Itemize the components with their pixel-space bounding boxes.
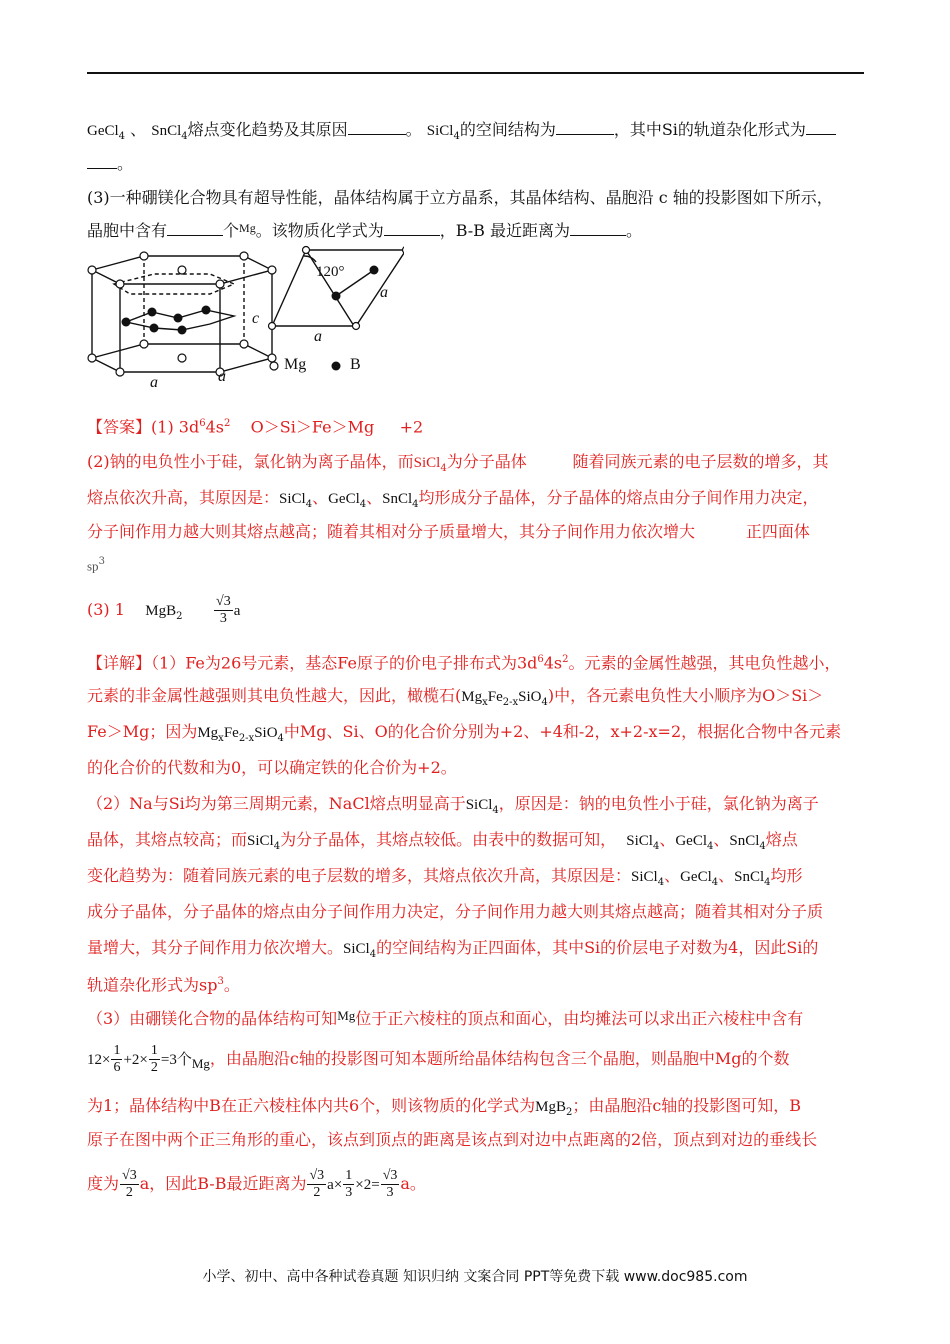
sicl4-formula: SiCl xyxy=(626,833,653,849)
answer-line5 xyxy=(87,550,867,578)
detail-line5 xyxy=(87,792,867,823)
answer-line3 xyxy=(87,486,867,517)
denominator: 3 xyxy=(345,1185,353,1200)
answer-text: (3) 1 xyxy=(87,600,125,619)
detail-text: 位于正六棱柱的顶点和面心，由均摊法可以求出正六棱柱中含有 xyxy=(355,1009,804,1028)
subscript: x xyxy=(482,697,488,709)
answer-text: (2)钠的电负性小于硅，氯化钠为离子晶体，而 xyxy=(87,452,414,471)
fraction xyxy=(120,1168,139,1201)
subscript: 4 xyxy=(118,131,126,143)
subscript: 4 xyxy=(273,841,281,853)
subscript: 4 xyxy=(657,877,665,889)
detail-tag: 【详解】 xyxy=(87,653,152,673)
denominator: 3 xyxy=(219,611,227,626)
answer-text: +2 xyxy=(399,417,424,437)
legend-b: B xyxy=(350,356,361,373)
detail-text: 度为 xyxy=(87,1174,120,1193)
detail-text: ，原因是：钠的电负性小于硅，氯化钠为离子 xyxy=(498,794,819,813)
detail-text: 4s xyxy=(543,653,563,673)
superscript: 6 xyxy=(537,654,544,665)
a-symbol: a xyxy=(233,603,241,619)
detail-text: 。元素的金属性越强，其电负性越小， xyxy=(568,653,841,673)
detail-line13 xyxy=(87,1094,867,1125)
answer-line2 xyxy=(87,450,867,481)
answer-blank[interactable] xyxy=(87,152,117,169)
header-rule xyxy=(87,72,864,74)
detail-line3 xyxy=(87,720,867,751)
axis-a-label: a xyxy=(150,374,158,391)
fraction xyxy=(149,1043,160,1076)
fraction xyxy=(381,1168,400,1201)
detail-text: ；由晶胞沿c轴的投影图可知，B xyxy=(572,1096,802,1115)
math-text: 12× xyxy=(87,1052,111,1068)
gecl4-formula: GeCl xyxy=(328,491,360,507)
subscript: 4 xyxy=(359,499,367,511)
math-text: =3个 xyxy=(160,1052,192,1068)
superscript: 3 xyxy=(217,976,224,987)
answer-text: 为分子晶体 xyxy=(446,452,527,471)
formula-part: Fe xyxy=(487,689,503,705)
separator: 、 xyxy=(130,120,147,139)
subscript: 4 xyxy=(759,841,766,853)
math-text: a× xyxy=(327,1177,343,1193)
detail-text: 均形 xyxy=(770,866,803,885)
answer-blank[interactable] xyxy=(384,219,440,236)
subscript: 4 xyxy=(764,877,771,889)
answer-blank[interactable] xyxy=(348,118,406,135)
detail-text: )中，各元素电负性大小顺序为O＞Si＞ xyxy=(547,686,824,705)
numerator: √3 xyxy=(216,594,231,609)
subscript: 4 xyxy=(541,697,548,709)
q3-text: 个 xyxy=(223,221,240,240)
detail-text: 晶体，其熔点较高；而 xyxy=(87,830,248,849)
detail-text: （3）由硼镁化合物的晶体结构可知 xyxy=(87,1009,338,1028)
answer-line4 xyxy=(87,520,867,544)
detail-text: 。 xyxy=(223,975,240,995)
answer-line1 xyxy=(87,412,867,439)
subscript: 4 xyxy=(440,463,447,475)
numerator: 1 xyxy=(113,1043,121,1058)
formula-part: SiO xyxy=(254,725,278,741)
detail-line10 xyxy=(87,970,867,997)
numerator: 1 xyxy=(345,1168,353,1183)
detail-line2 xyxy=(87,684,867,715)
superscript: 6 xyxy=(199,418,206,429)
projection-a-label: a xyxy=(314,328,322,345)
answer-blank[interactable] xyxy=(556,118,614,135)
fraction xyxy=(307,1168,326,1201)
sicl4-formula: SiCl xyxy=(413,455,441,471)
denominator: 2 xyxy=(150,1060,158,1075)
crystal-diagram xyxy=(84,240,404,394)
subscript: 4 xyxy=(305,499,313,511)
numerator: 1 xyxy=(150,1043,158,1058)
detail-line15 xyxy=(87,1164,867,1205)
formula-part: SiO xyxy=(518,689,542,705)
answer-text: O＞Si＞Fe＞Mg xyxy=(250,417,375,437)
subscript: 4 xyxy=(652,841,660,853)
subscript: 4 xyxy=(412,499,419,511)
detail-line14: 原子在图中两个正三角形的重心，该点到顶点的距离是该点到对边中点距离的2倍，顶点到对边的垂线长 xyxy=(87,1130,818,1149)
superscript: 2 xyxy=(562,654,569,665)
axis-a-label: a xyxy=(218,368,226,385)
detail-line12 xyxy=(87,1040,867,1083)
q3-text: 。 xyxy=(626,221,643,240)
detail-text: Fe＞Mg；因为 xyxy=(87,722,198,741)
subscript: 4 xyxy=(707,841,714,853)
detail-text: a。 xyxy=(400,1174,426,1193)
sicl4-formula: SiCl xyxy=(631,869,658,885)
answer-text: 熔点依次升高，其原因是： xyxy=(87,488,280,507)
detail-line1 xyxy=(87,648,867,675)
subscript: 4 xyxy=(277,733,284,745)
gecl4-formula: GeCl xyxy=(680,869,712,885)
detail-text: 为分子晶体，其熔点较低。由表中的数据可知， xyxy=(280,830,617,849)
detail-text: 中Mg、Si、O的化合价分别为+2、+4和-2，x+2-x=2，根据化合物中各元素 xyxy=(283,722,842,741)
sncl4-formula: SnCl xyxy=(729,833,760,849)
denominator: 2 xyxy=(125,1185,133,1200)
q2-line1 xyxy=(87,118,867,149)
detail-line8: 成分子晶体，分子晶体的熔点由分子间作用力决定，分子间作用力越大则其熔点越高；随着其相对分子质 xyxy=(87,902,824,921)
math-text: +2× xyxy=(123,1052,148,1068)
detail-text: a，因此B-B最近距离为 xyxy=(139,1174,307,1193)
mgb2-formula: MgB xyxy=(535,1099,566,1115)
answer-text: 分子间作用力越大则其熔点越高；随着其相对分子质量增大，其分子间作用力依次增大 xyxy=(87,522,696,541)
subscript: 4 xyxy=(711,877,719,889)
formula-part: Mg xyxy=(461,689,483,705)
separator: 、 xyxy=(366,488,383,507)
q2-text: 。 xyxy=(117,154,134,173)
detail-text: 量增大，其分子间作用力依次增大。 xyxy=(87,938,344,957)
subscript: 2-x xyxy=(502,697,519,709)
detail-text: （2）Na与Si均为第三周期元素，NaCl熔点明显高于 xyxy=(87,794,466,813)
numerator: √3 xyxy=(382,1168,398,1183)
subscript: 4 xyxy=(181,131,188,143)
answer-blank[interactable] xyxy=(806,118,836,135)
mg-symbol: Mg xyxy=(191,1056,210,1071)
q3-text: ，B-B 最近距离为 xyxy=(439,221,571,240)
q2-line2 xyxy=(87,152,867,176)
subscript: x xyxy=(218,733,224,745)
superscript: 2 xyxy=(223,418,231,429)
gecl4-formula: GeCl xyxy=(87,123,119,139)
axis-c-label: c xyxy=(252,310,260,327)
answer-text: 正四面体 xyxy=(745,522,810,541)
answer-line6 xyxy=(87,592,867,635)
answer-tag: 【答案】 xyxy=(87,417,152,437)
denominator: 2 xyxy=(313,1185,321,1200)
q3-line1: (3)一种硼镁化合物具有超导性能，晶体结构属于立方晶系，其晶体结构、晶胞沿 c 轴的投影图如下所示， xyxy=(87,188,833,207)
fraction xyxy=(343,1168,354,1201)
detail-text: 的空间结构为正四面体，其中Si的价层电子对数为4，因此Si的 xyxy=(376,938,819,957)
sicl4-formula: SiCl xyxy=(343,941,370,957)
answer-text: 均形成分子晶体，分子晶体的熔点由分子间作用力决定， xyxy=(418,488,819,507)
detail-text: 轨道杂化形式为sp xyxy=(87,975,218,995)
detail-line6: 晶体，其熔点较高；而SiCl$_4$为分子晶体，其熔点较低。由表中的数据可知， SiCl$_4$、GeCl$_4$、SnCl$_4$熔点 xyxy=(87,830,798,853)
superscript: 3 xyxy=(98,556,105,567)
fraction xyxy=(214,594,233,627)
math-text: ×2= xyxy=(355,1177,380,1193)
subscript: 4 xyxy=(492,805,499,817)
detail-line11 xyxy=(87,1004,867,1031)
detail-line4: 的化合价的代数和为0，可以确定铁的化合价为+2。 xyxy=(87,758,457,777)
answer-text: 随着同族元素的电子层数的增多，其 xyxy=(572,452,829,471)
sncl4-formula: SnCl xyxy=(382,491,413,507)
q3-line2 xyxy=(87,216,867,243)
legend-mg: Mg xyxy=(284,356,307,373)
separator: 、 xyxy=(312,488,329,507)
subscript: 2-x xyxy=(238,733,255,745)
sp3-text: sp xyxy=(87,558,99,574)
subscript: 2 xyxy=(565,1107,573,1119)
detail-text: 元素的非金属性越强则其电负性越大，因此，橄榄石( xyxy=(87,686,462,705)
q3-text: 。该物质化学式为 xyxy=(255,221,384,240)
subscript: 4 xyxy=(453,131,460,143)
sncl4-formula: SnCl xyxy=(151,123,182,139)
q2-text: 。 xyxy=(405,120,422,139)
formula-part: Mg xyxy=(197,725,219,741)
denominator: 6 xyxy=(113,1060,121,1075)
q2-text: ，其中Si的轨道杂化形式为 xyxy=(613,120,806,139)
detail-text: 为1；晶体结构中B在正六棱柱体内共6个，则该物质的化学式为 xyxy=(87,1096,536,1115)
detail-text: 熔点 xyxy=(765,830,798,849)
sicl4-formula: SiCl xyxy=(279,491,306,507)
answer-text: (1) 3d xyxy=(151,417,200,437)
detail-text: 变化趋势为：随着同族元素的电子层数的增多，其熔点依次升高，其原因是： xyxy=(87,866,632,885)
numerator: √3 xyxy=(309,1168,325,1183)
denominator: 3 xyxy=(386,1185,394,1200)
projection-a-label: a xyxy=(380,284,388,301)
sncl4-formula: SnCl xyxy=(734,869,765,885)
detail-text: ，由晶胞沿c轴的投影图可知本题所给晶体结构包含三个晶胞，则晶胞中Mg的个数 xyxy=(209,1049,790,1068)
gecl4-formula: GeCl xyxy=(675,833,708,849)
fraction xyxy=(111,1043,122,1076)
detail-line7: 变化趋势为：随着同族元素的电子层数的增多，其熔点依次升高，其原因是：SiCl$_4$、GeCl$_4$、SnCl$_4$均形 xyxy=(87,866,803,889)
page-footer: 小学、初中、高中各种试卷真题 知识归纳 文案合同 PPT等免费下载 www.doc985.com xyxy=(202,1269,748,1285)
detail-line9 xyxy=(87,936,867,967)
mg-symbol: Mg xyxy=(337,1008,356,1023)
numerator: √3 xyxy=(122,1168,137,1183)
subscript: 2 xyxy=(176,611,183,623)
sicl4-formula: SiCl xyxy=(465,797,493,813)
q3-text: 晶胞中含有 xyxy=(87,221,168,240)
answer-blank[interactable] xyxy=(167,219,223,236)
answer-blank[interactable] xyxy=(570,219,626,236)
q2-text: 熔点变化趋势及其原因 xyxy=(187,120,348,139)
angle-label: 120° xyxy=(316,264,345,280)
detail-text: （1）Fe为26号元素，基态Fe原子的价电子排布式为3d xyxy=(151,653,538,673)
mg-symbol: Mg xyxy=(239,221,256,235)
q2-text: 的空间结构为 xyxy=(459,120,556,139)
sicl4-formula: SiCl xyxy=(247,833,274,849)
formula-part: Fe xyxy=(223,725,239,741)
answer-text: 4s xyxy=(205,417,224,437)
subscript: 4 xyxy=(369,949,377,961)
mgb2-formula: MgB xyxy=(145,603,177,619)
sicl4-formula: SiCl xyxy=(426,123,454,139)
